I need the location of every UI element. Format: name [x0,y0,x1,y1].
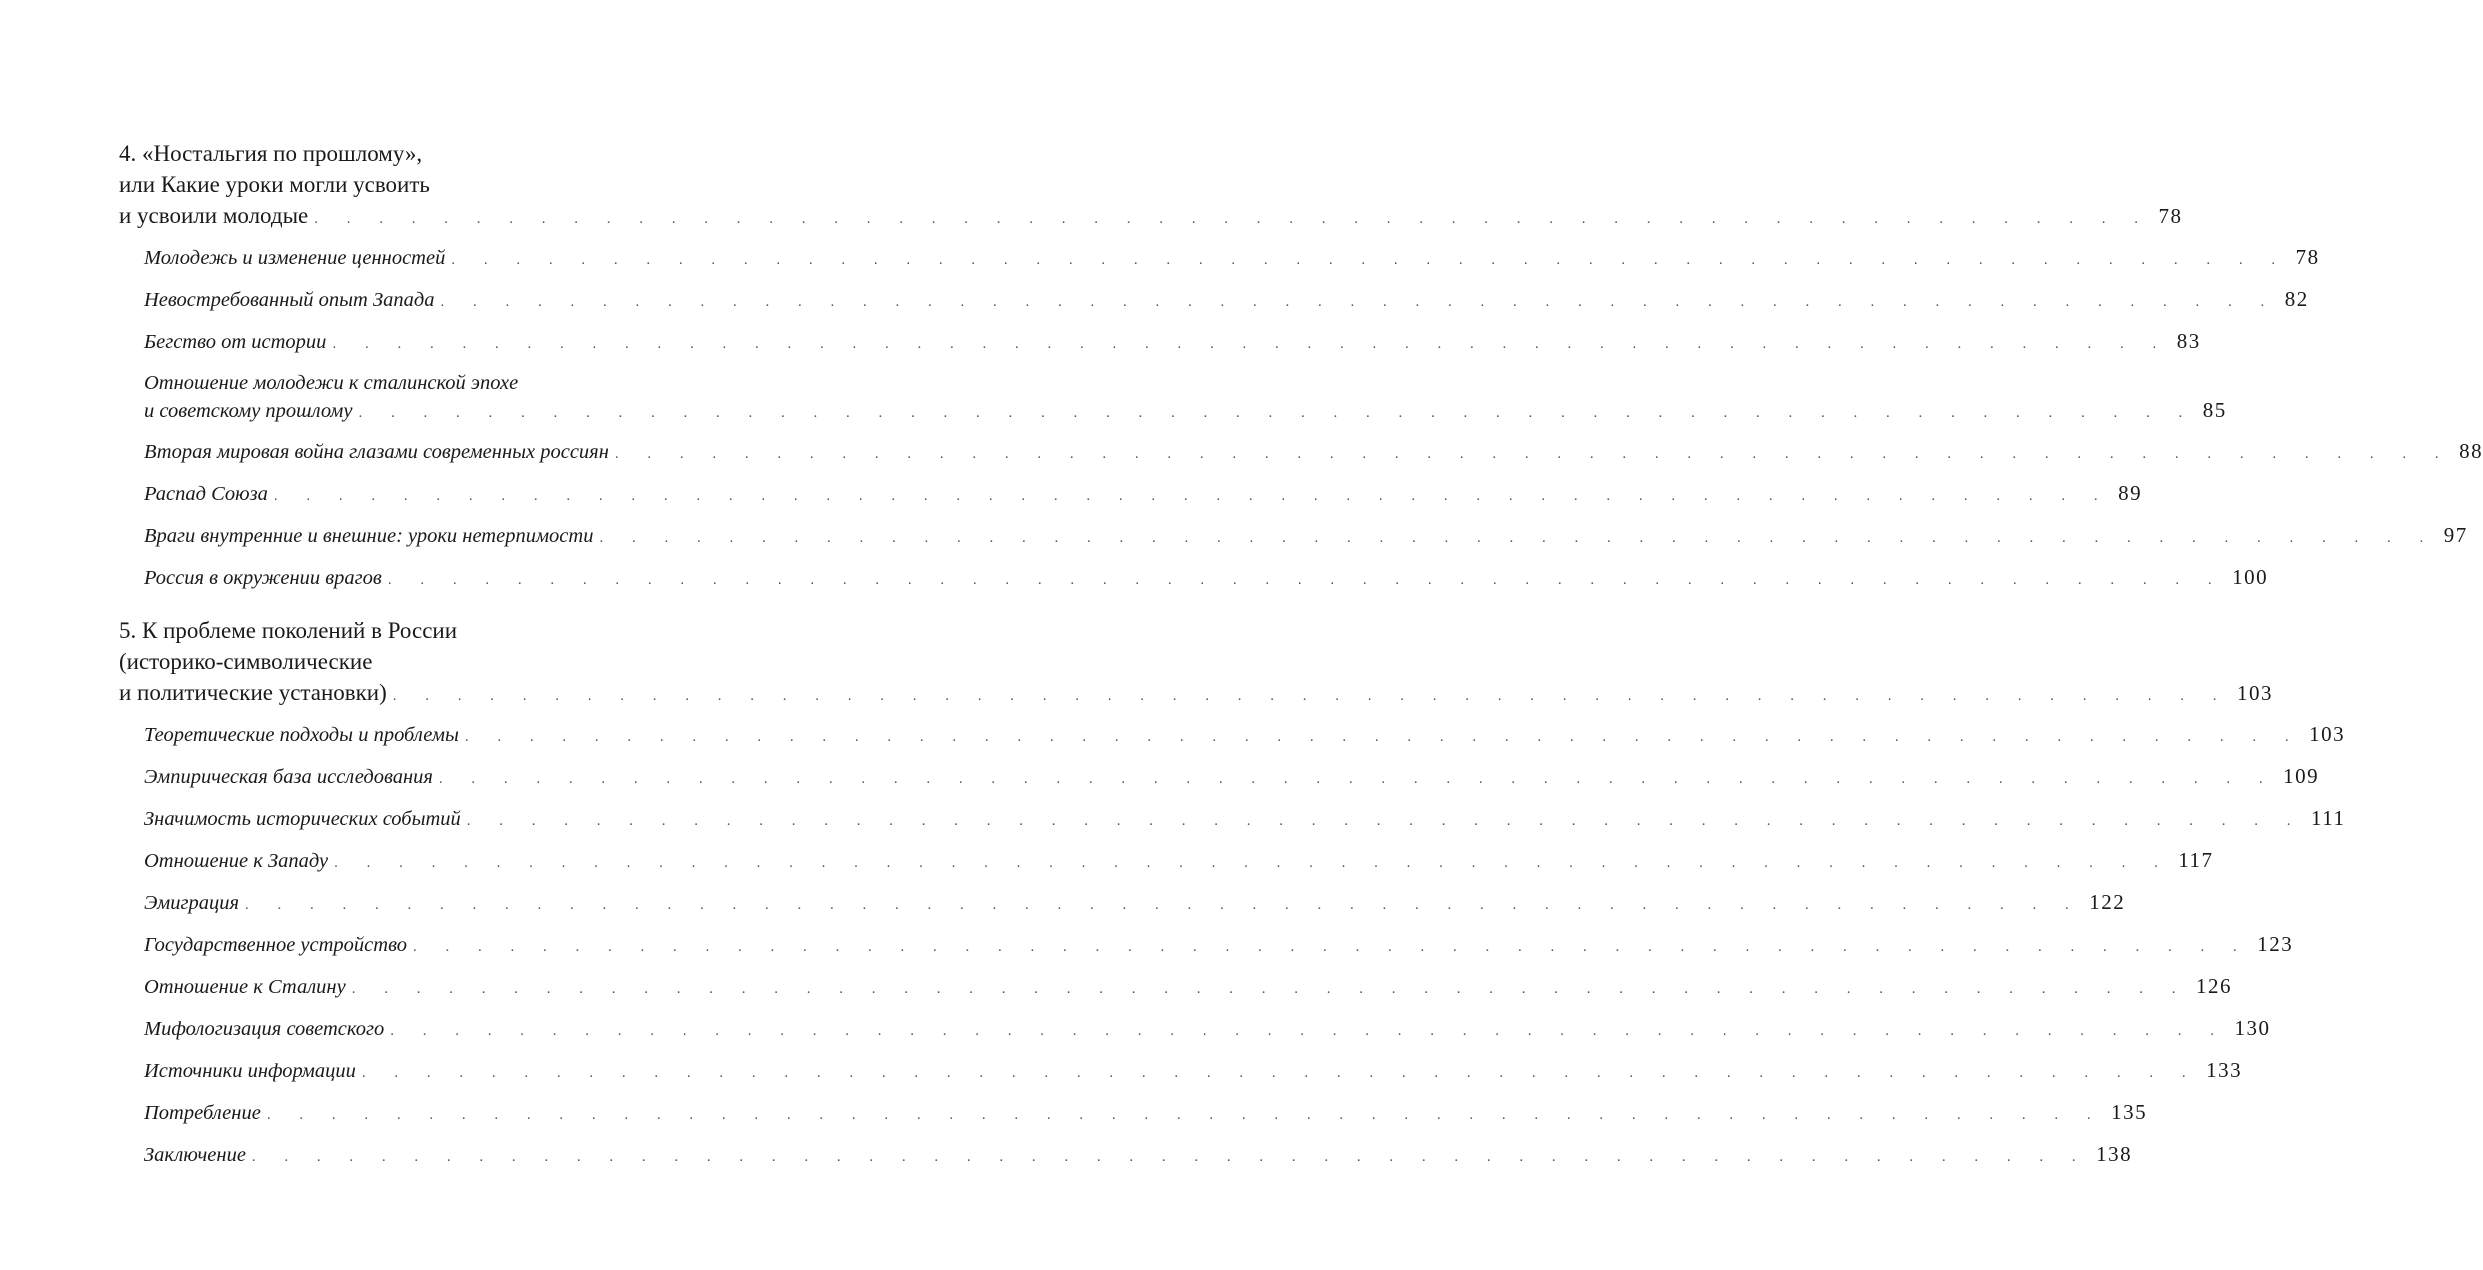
chapter-heading-line: 5. К проблеме поколений в России [119,618,458,643]
section-title: Государственное устройство [144,934,407,956]
section-title: Эмпирическая база исследования [144,766,433,788]
toc-entry [119,397,2227,427]
dot-leader: . . . . . . . . . . . . . . . . . . . . . . . . . . . . . . . . . . . . . . . . . . . . . . . . . . . . . . . . . [440,294,2277,310]
section-title: Источники информации [144,1060,356,1082]
dot-leader: . . . . . . . . . . . . . . . . . . . . . . . . . . . . . . . . . . . . . . . . . . . . . . . . . . . . . . . . . [390,1023,2227,1039]
dot-leader: . . . . . . . . . . . . . . . . . . . . . . . . . . . . . . . . . . . . . . . . . . . . . . . . . . . . . . . . . [266,1107,2104,1123]
dot-leader: . . . . . . . . . . . . . . . . . . . . . . . . . . . . . . . . . . . . . . . . . . . . . . . . . . . . . . . . . [251,1149,2089,1165]
section-title: Россия в окружении врагов [144,567,382,589]
page-number: 88 [2459,439,2483,463]
toc-entry-chapter-5[interactable] [119,677,2274,712]
dot-leader: . . . . . . . . . . . . . . . . . . . . . . . . . . . . . . . . . . . . . . . . . . . . . . . . . . . . . . . . . [273,488,2111,504]
section-title: Вторая мировая война глазами современных россиян [144,441,609,463]
dot-leader: . . . . . . . . . . . . . . . . . . . . . . . . . . . . . . . . . . . . . . . . . . . . . . . . . . . . . . . . . [614,446,2452,462]
page-number: 126 [2195,974,2232,998]
toc-entry[interactable] [119,761,2320,794]
page-number: 111 [2311,806,2346,830]
section-title: Отношение к Сталину [144,976,346,998]
chapter-heading-last-line: и усвоили молодые [119,203,309,228]
page-number: 103 [2237,681,2274,705]
dot-leader: . . . . . . . . . . . . . . . . . . . . . . . . . . . . . . . . . . . . . . . . . . . . . . . . . . . . . . . . . [387,572,2225,588]
dot-leader: . . . . . . . . . . . . . . . . . . . . . . . . . . . . . . . . . . . . . . . . . . . . . . . . . . . . . . . . . [314,211,2151,227]
chapter-heading-last-line: и политические установки) [119,680,387,705]
page-number: 133 [2206,1058,2243,1082]
section-title: Значимость исторических событий [144,808,461,830]
chapter-heading-line: (историко-символические [119,649,373,674]
page-number: 117 [2178,848,2214,872]
dot-leader: . . . . . . . . . . . . . . . . . . . . . . . . . . . . . . . . . . . . . . . . . . . . . . . . . . . . . . . . . [332,336,2169,352]
toc-entry[interactable] [119,929,2294,962]
page-number: 109 [2283,764,2320,788]
toc-entry[interactable] [119,845,2214,878]
dot-leader: . . . . . . . . . . . . . . . . . . . . . . . . . . . . . . . . . . . . . . . . . . . . . . . . . . . . . . . . . [392,688,2230,704]
section-title: Молодежь и изменение ценностей [144,247,446,269]
chapter-heading-line: или Какие уроки могли усвоить [119,172,430,197]
toc-entry[interactable] [119,1097,2148,1130]
section-title: Отношение к Западу [144,850,329,872]
page-number: 78 [2158,204,2183,228]
toc-entry[interactable] [119,971,2232,1004]
section-title: Распад Союза [144,483,268,505]
dot-leader: . . . . . . . . . . . . . . . . . . . . . . . . . . . . . . . . . . . . . . . . . . . . . . . . . . . . . . . . . [451,252,2288,268]
toc-entry-chapter-4[interactable] [119,200,2183,235]
section-title: Теоретические подходы и проблемы [144,724,459,746]
section-title: Враги внутренние и внешние: уроки нетерпимости [144,525,594,547]
chapter-heading-line: 4. «Ностальгия по прошлому», [119,141,423,166]
toc-entry[interactable] [119,284,2309,317]
page-number: 83 [2176,329,2201,353]
toc-entry[interactable] [119,887,2126,920]
page-number: 135 [2111,1100,2148,1124]
dot-leader: . . . . . . . . . . . . . . . . . . . . . . . . . . . . . . . . . . . . . . . . . . . . . . . . . . . . . . . . . [351,981,2188,997]
dot-leader: . . . . . . . . . . . . . . . . . . . . . . . . . . . . . . . . . . . . . . . . . . . . . . . . . . . . . . . . . [438,771,2276,787]
section-title: и советскому прошлому [144,400,353,422]
dot-leader: . . . . . . . . . . . . . . . . . . . . . . . . . . . . . . . . . . . . . . . . . . . . . . . . . . . . . . . . . [464,729,2302,745]
toc-entry[interactable] [119,1055,2243,1088]
toc-entry[interactable] [119,803,2346,836]
toc-entry[interactable] [119,242,2320,275]
section-title-line1: Отношение молодежи к сталинской эпохе [144,372,519,394]
section-title: Потребление [144,1102,261,1124]
page-number: 130 [2234,1016,2271,1040]
page-number: 82 [2284,287,2309,311]
chapter-4 [119,138,2483,595]
section-title: Заключение [144,1144,246,1166]
dot-leader: . . . . . . . . . . . . . . . . . . . . . . . . . . . . . . . . . . . . . . . . . . . . . . . . . . . . . . . . . [334,855,2171,871]
page-number: 89 [2118,481,2143,505]
page-number: 85 [2202,398,2227,422]
page-number: 122 [2089,890,2126,914]
page-number: 78 [2295,245,2320,269]
section-title: Бегство от истории [144,331,327,353]
toc-entry[interactable] [119,1139,2133,1172]
toc-entry[interactable] [119,436,2483,469]
page-number: 138 [2096,1142,2133,1166]
dot-leader: . . . . . . . . . . . . . . . . . . . . . . . . . . . . . . . . . . . . . . . . . . . . . . . . . . . . . . . . . [466,813,2304,829]
toc-entry[interactable] [119,520,2468,553]
toc-entry[interactable] [119,478,2143,511]
section-title: Мифологизация советского [144,1018,385,1040]
page-number: 123 [2257,932,2294,956]
dot-leader: . . . . . . . . . . . . . . . . . . . . . . . . . . . . . . . . . . . . . . . . . . . . . . . . . . . . . . . . . [412,939,2250,955]
dot-leader: . . . . . . . . . . . . . . . . . . . . . . . . . . . . . . . . . . . . . . . . . . . . . . . . . . . . . . . . . [599,530,2436,546]
page-number: 100 [2232,565,2269,589]
dot-leader: . . . . . . . . . . . . . . . . . . . . . . . . . . . . . . . . . . . . . . . . . . . . . . . . . . . . . . . . . [358,405,2195,421]
toc-entry[interactable] [119,719,2346,752]
page-number: 97 [2443,523,2468,547]
dot-leader: . . . . . . . . . . . . . . . . . . . . . . . . . . . . . . . . . . . . . . . . . . . . . . . . . . . . . . . . . [361,1065,2199,1081]
toc-entry-multiline[interactable] [119,370,2227,427]
page-number: 103 [2309,722,2346,746]
toc-entry[interactable] [119,326,2201,359]
section-title: Эмиграция [144,892,239,914]
section-title: Невостребованный опыт Запада [144,289,435,311]
chapter-5 [119,615,2346,1172]
dot-leader: . . . . . . . . . . . . . . . . . . . . . . . . . . . . . . . . . . . . . . . . . . . . . . . . . . . . . . . . . [245,897,2082,913]
toc-entry[interactable] [119,562,2269,595]
toc-entry[interactable] [119,1013,2271,1046]
